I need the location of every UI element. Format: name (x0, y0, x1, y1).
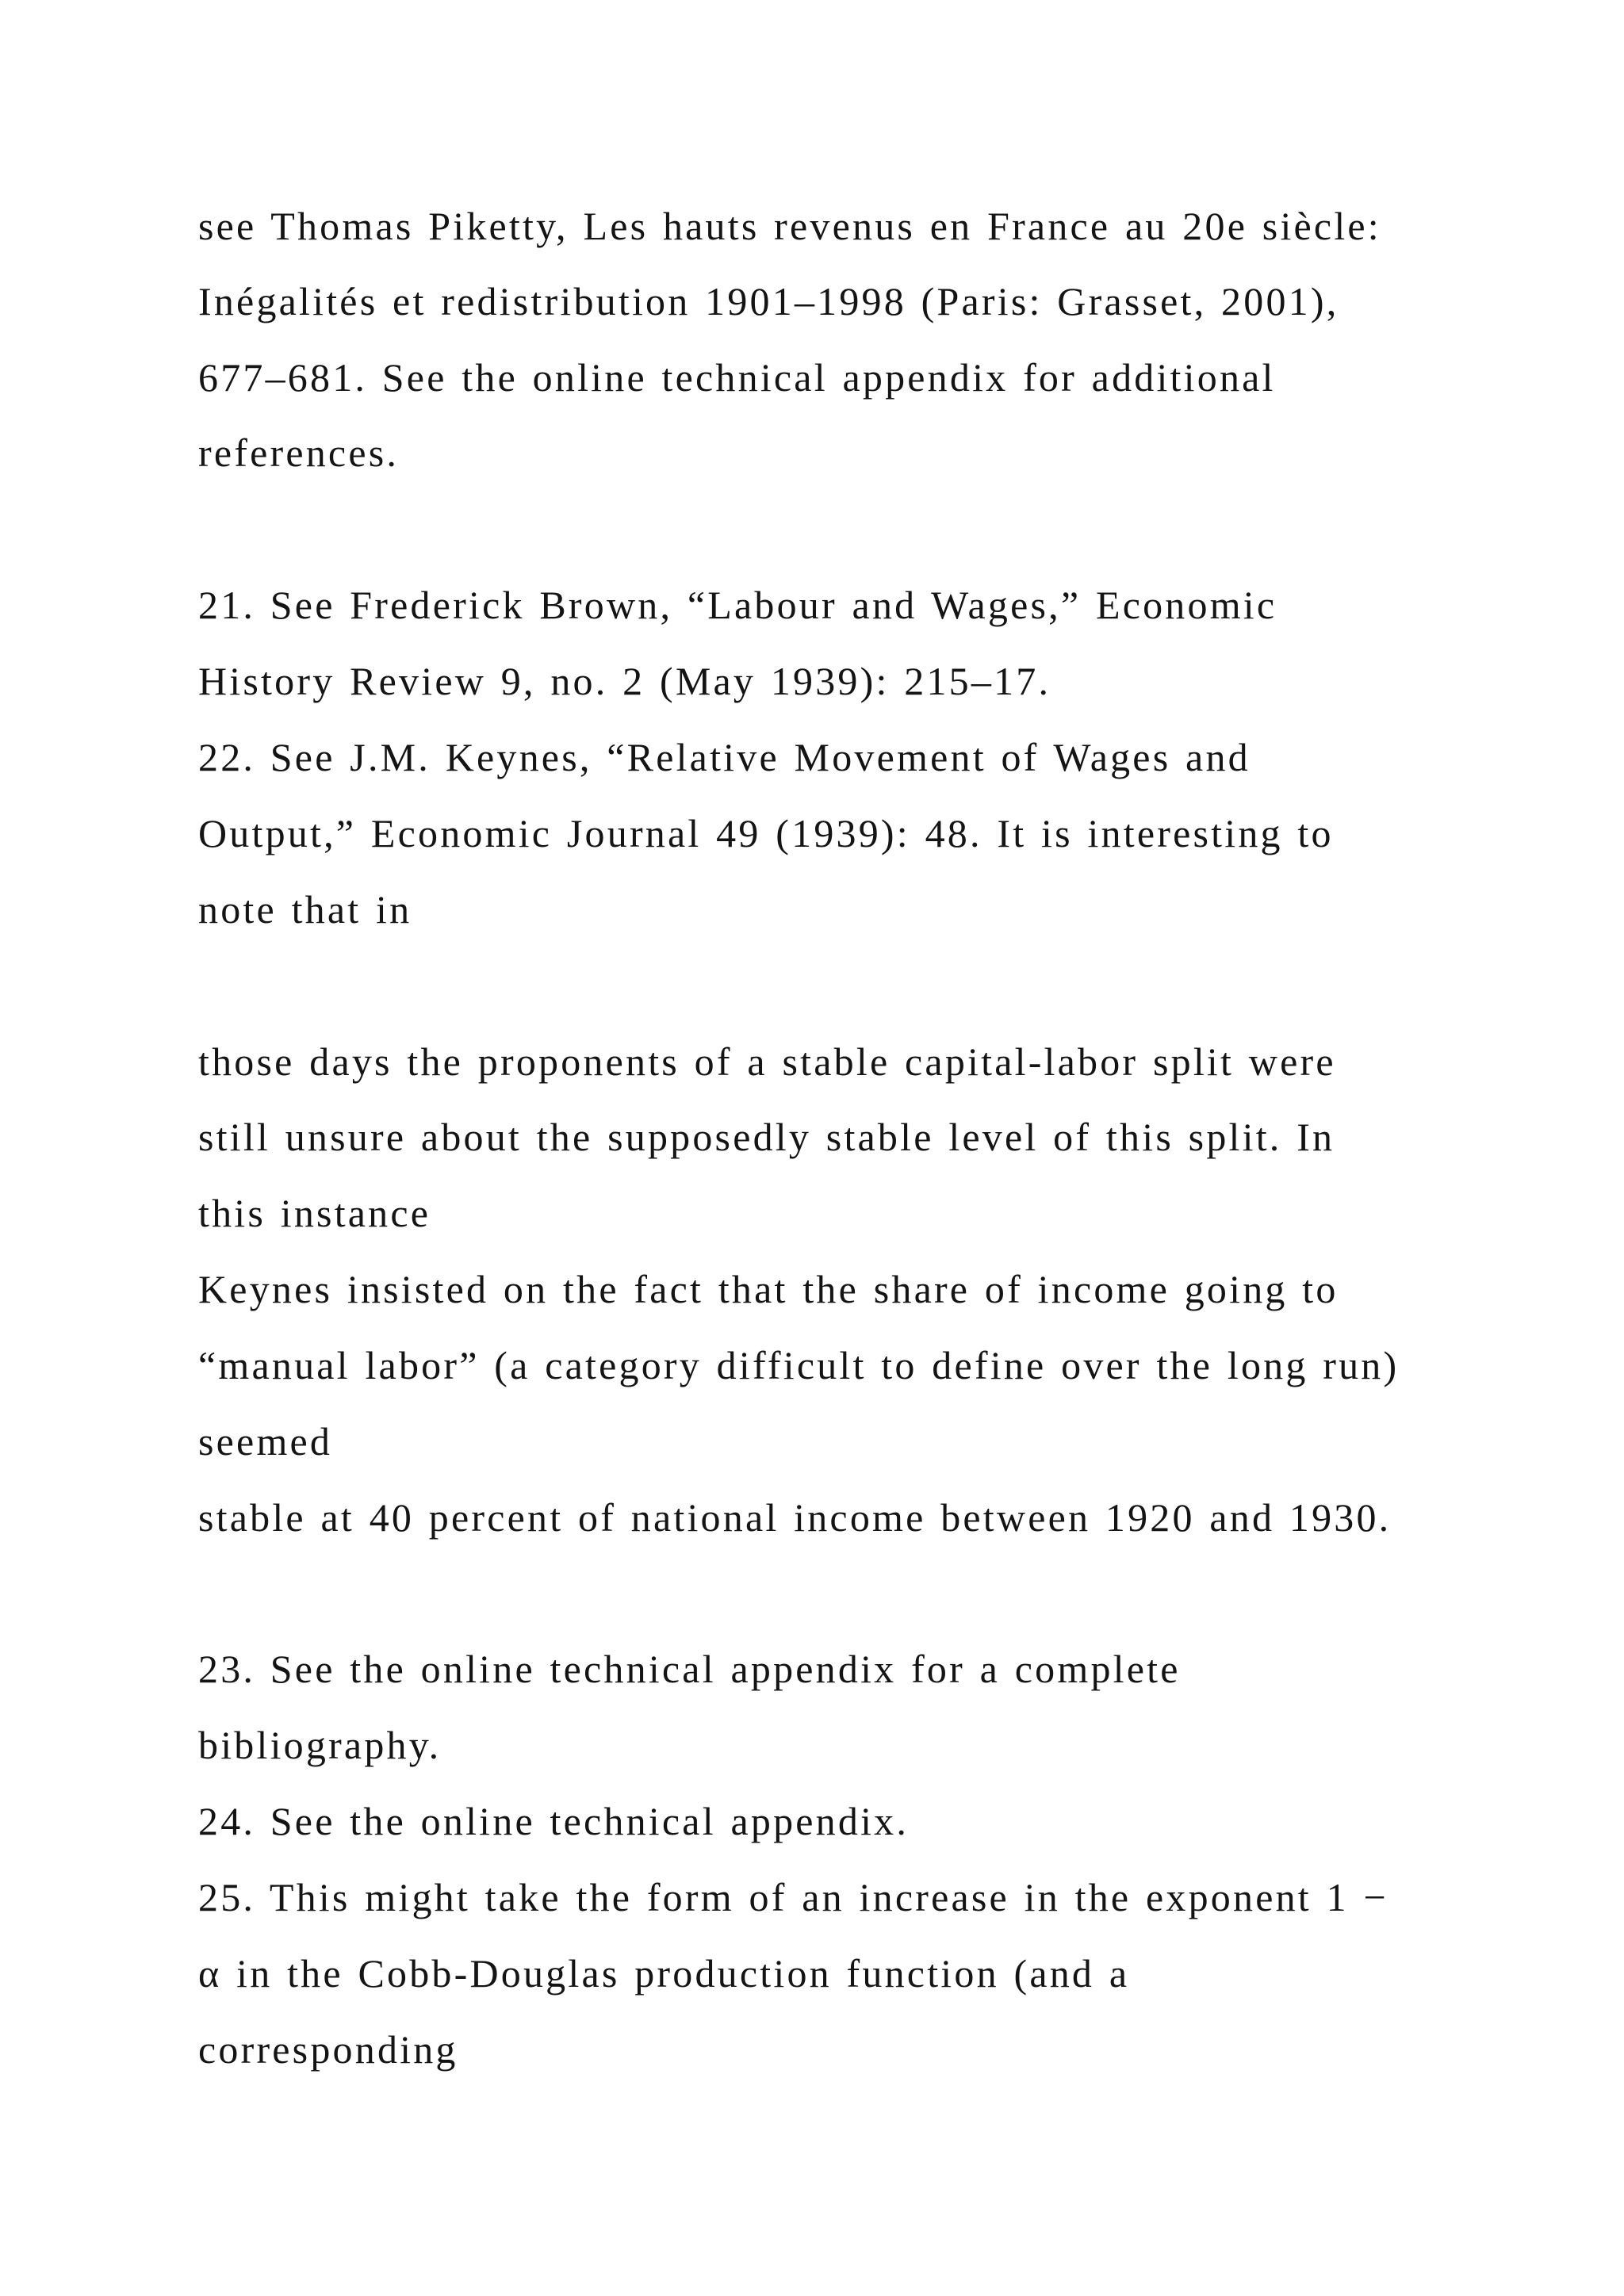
footnote-22: 22. See J.M. Keynes, “Relative Movement of Wages and (198, 735, 1251, 779)
text-line: “manual labor” (a category difficult to define over the long run) (198, 1343, 1400, 1387)
text-line: 677–681. See the online technical appendix for additional (198, 355, 1276, 400)
text-line: stable at 40 percent of national income between 1920 and 1930. (198, 1495, 1392, 1540)
text-line: see Thomas Piketty, Les hauts revenus en France au 20e siècle: (198, 204, 1381, 248)
text-line: α in the Cobb-Douglas production function (and a (198, 1951, 1130, 1996)
text-line: History Review 9, no. 2 (May 1939): 215–17. (198, 659, 1051, 703)
footnote-25: 25. This might take the form of an increase in the exponent 1 − (198, 1875, 1388, 1919)
text-line: Output,” Economic Journal 49 (1939): 48. It is interesting to (198, 811, 1334, 855)
text-line: Keynes insisted on the fact that the share of income going to (198, 1267, 1339, 1311)
footnote-23: 23. See the online technical appendix for a complete (198, 1647, 1181, 1691)
text-line: note that in (198, 887, 412, 932)
text-line: bibliography. (198, 1723, 442, 1767)
footnote-24: 24. See the online technical appendix. (198, 1799, 910, 1843)
text-line: references. (198, 430, 400, 475)
text-line: Inégalités et redistribution 1901–1998 (Paris: Grasset, 2001), (198, 279, 1339, 323)
text-line: this instance (198, 1191, 431, 1235)
text-line: still unsure about the supposedly stable level of this split. In (198, 1115, 1335, 1159)
text-line: seemed (198, 1419, 333, 1464)
text-line: corresponding (198, 2027, 458, 2072)
footnote-21: 21. See Frederick Brown, “Labour and Wages,” Economic (198, 583, 1277, 627)
text-line: those days the proponents of a stable capital-labor split were (198, 1039, 1336, 1084)
